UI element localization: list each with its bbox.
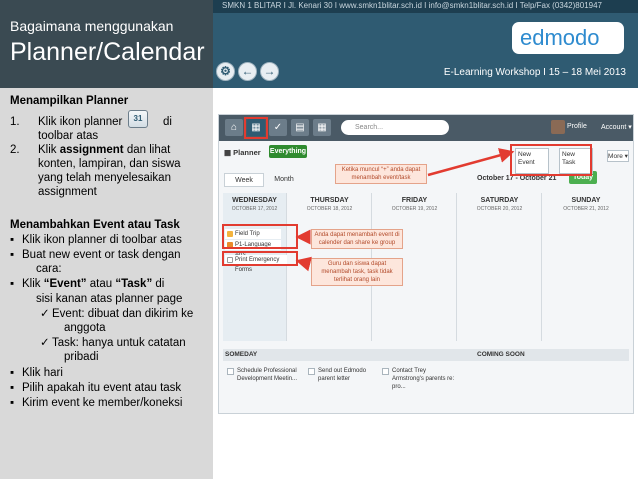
library-icon[interactable]: ▤	[291, 119, 309, 136]
section2-heading: Menambahkan Event atau Task	[10, 219, 180, 231]
someday-item-text: Contact Trey Armstrong's parents re: pro...	[392, 368, 455, 390]
someday-bar	[223, 349, 629, 361]
bullet1-text: Klik ikon planner di toolbar atas	[22, 234, 182, 246]
profile-link[interactable]: Profile	[567, 123, 587, 130]
event-label: P1-Language	[235, 242, 272, 248]
coming-soon-heading: COMING SOON	[477, 351, 525, 358]
new-task-button[interactable]: New Task	[559, 148, 593, 174]
date-range: October 17 - October 21	[477, 175, 557, 182]
callout-task-private: Guru dan siswa dapat menambah task, task tidak terlihat orang lain	[311, 258, 403, 286]
highlight-events	[222, 224, 298, 249]
today-button[interactable]: Today	[569, 171, 597, 184]
someday-item-text: Schedule Professional Development Meetin...	[237, 368, 298, 382]
section1-heading: Menampilkan Planner	[10, 95, 129, 107]
tab-week[interactable]: Week	[224, 173, 264, 187]
day-date: OCTOBER 18, 2012	[306, 206, 353, 212]
item1-number: 1.	[10, 116, 20, 128]
day-column-saturday[interactable]	[458, 193, 542, 341]
day-name: SUNDAY	[571, 197, 601, 204]
apps-icon[interactable]: ▦	[313, 119, 331, 136]
task-checkbox[interactable]	[227, 368, 234, 375]
check1-line1: Event: dibuat dan dikirim ke	[52, 308, 194, 320]
someday-item[interactable]	[308, 367, 376, 383]
day-date: OCTOBER 17, 2012	[231, 206, 278, 212]
bullet-square-icon: ▪	[10, 382, 15, 394]
task-checkbox[interactable]	[382, 368, 389, 375]
day-name: FRIDAY	[401, 197, 428, 204]
account-menu[interactable]: Account ▾	[601, 124, 632, 131]
nav-row	[213, 62, 638, 82]
check2-line2: pribadi	[64, 351, 99, 363]
someday-item[interactable]	[382, 367, 457, 391]
task-checkbox[interactable]	[308, 368, 315, 375]
bullet3-task: “Task”	[115, 278, 153, 290]
bullet3-mid: atau	[86, 278, 116, 290]
day-column-wednesday[interactable]	[223, 193, 287, 341]
item1-di: di	[163, 116, 172, 128]
item2-line2: konten, lampiran, dan siswa	[38, 158, 181, 170]
bullet2-text-a: Buat new event or task dengan	[22, 249, 181, 261]
more-menu[interactable]: More ▾	[607, 150, 629, 162]
edmodo-logo-text: edmodo	[520, 25, 600, 50]
gear-icon[interactable]: ⚙	[216, 62, 235, 81]
bullet-square-icon: ▪	[10, 367, 15, 379]
highlight-task	[222, 251, 298, 266]
checkmark-icon: ✓	[40, 337, 50, 349]
bullet-square-icon: ▪	[10, 234, 15, 246]
planner-label: ▦ Planner	[224, 148, 261, 157]
check2-line1: Task: hanya untuk catatan	[52, 337, 186, 349]
task-label: Print Emergency Forms	[235, 257, 280, 273]
day-name: THURSDAY	[310, 197, 349, 204]
everything-filter-button[interactable]: Everything	[269, 145, 307, 158]
bullet3-event: “Event”	[43, 278, 87, 290]
calendar-icon-text: 31	[133, 114, 143, 123]
page-title: Planner/Calendar	[10, 38, 205, 66]
calendar-icon	[128, 110, 148, 128]
workshop-label: E-Learning Workshop I 15 – 18 Mei 2013	[443, 67, 626, 78]
bullet5-text: Pilih apakah itu event atau task	[22, 382, 182, 394]
day-date: OCTOBER 21, 2012	[563, 206, 609, 212]
home-icon[interactable]: ⌂	[225, 119, 243, 136]
someday-heading: SOMEDAY	[225, 351, 258, 358]
bullet-square-icon: ▪	[10, 249, 15, 261]
day-date: OCTOBER 20, 2012	[476, 206, 523, 212]
bullet3-post: di	[152, 278, 165, 290]
item2-bold: assignment	[59, 144, 124, 156]
avatar[interactable]	[551, 120, 565, 134]
bullet6-text: Kirim event ke member/koneksi	[22, 397, 183, 409]
bullet3-line2: sisi kanan atas planner page	[36, 293, 183, 305]
item2-pre: Klik	[38, 144, 60, 156]
title-line-1: Bagaimana menggunakan	[10, 18, 174, 34]
check1-line2: anggota	[64, 322, 106, 334]
day-name: WEDNESDAY	[232, 197, 277, 204]
item2-line1	[38, 143, 170, 157]
someday-item-text: Send out Edmodo parent letter	[318, 368, 367, 382]
bullet4-text: Klik hari	[22, 367, 63, 379]
day-name: SATURDAY	[480, 197, 519, 204]
planner-label-text: Planner	[233, 148, 261, 157]
item2-line3: yang telah menyelesaikan	[38, 172, 171, 184]
planner-calendar-icon[interactable]: ▦	[247, 119, 265, 136]
checkmark-icon: ✓	[40, 308, 50, 320]
view-tabs	[224, 173, 314, 187]
callout-share-event: Anda dapat menambah event di calender dan share ke group	[311, 229, 403, 249]
search-input[interactable]: Search...	[341, 120, 449, 135]
item1-text-b: toolbar atas	[38, 130, 99, 142]
item1-text-a: Klik ikon planner	[38, 116, 123, 128]
callout-add-event-task: Ketika muncul “+” anda dapat menambah event/task	[335, 164, 427, 184]
bullet-square-icon: ▪	[10, 397, 15, 409]
forward-arrow-icon[interactable]: →	[260, 62, 279, 81]
highlight-new-buttons	[510, 144, 592, 176]
tab-month[interactable]: Month	[274, 176, 294, 183]
someday-item[interactable]	[227, 367, 299, 383]
contact-line: SMKN 1 BLITAR I Jl. Kenari 30 I www.smkn1blitar.sch.id I info@smkn1blitar.sch.id I Telp/Fax (0342)801947	[222, 1, 602, 10]
event-label: Field Trip	[235, 231, 260, 237]
day-column-sunday[interactable]	[543, 193, 629, 341]
item2-number: 2.	[10, 144, 20, 156]
day-date: OCTOBER 19, 2012	[391, 206, 438, 212]
back-arrow-icon[interactable]: ←	[238, 62, 257, 81]
bullet3-line1	[22, 277, 164, 291]
item2-post: dan lihat	[123, 144, 171, 156]
edmodo-logo	[512, 22, 624, 54]
bullet-square-icon: ▪	[10, 278, 15, 290]
item2-line4: assignment	[38, 186, 97, 198]
bullet3-pre: Klik	[22, 278, 44, 290]
checklist-icon[interactable]: ✓	[269, 119, 287, 136]
bullet2-text-b: cara:	[36, 263, 62, 275]
new-event-button[interactable]: New Event	[515, 148, 549, 174]
highlight-planner-icon	[244, 117, 268, 139]
edmodo-toolbar	[219, 115, 633, 141]
